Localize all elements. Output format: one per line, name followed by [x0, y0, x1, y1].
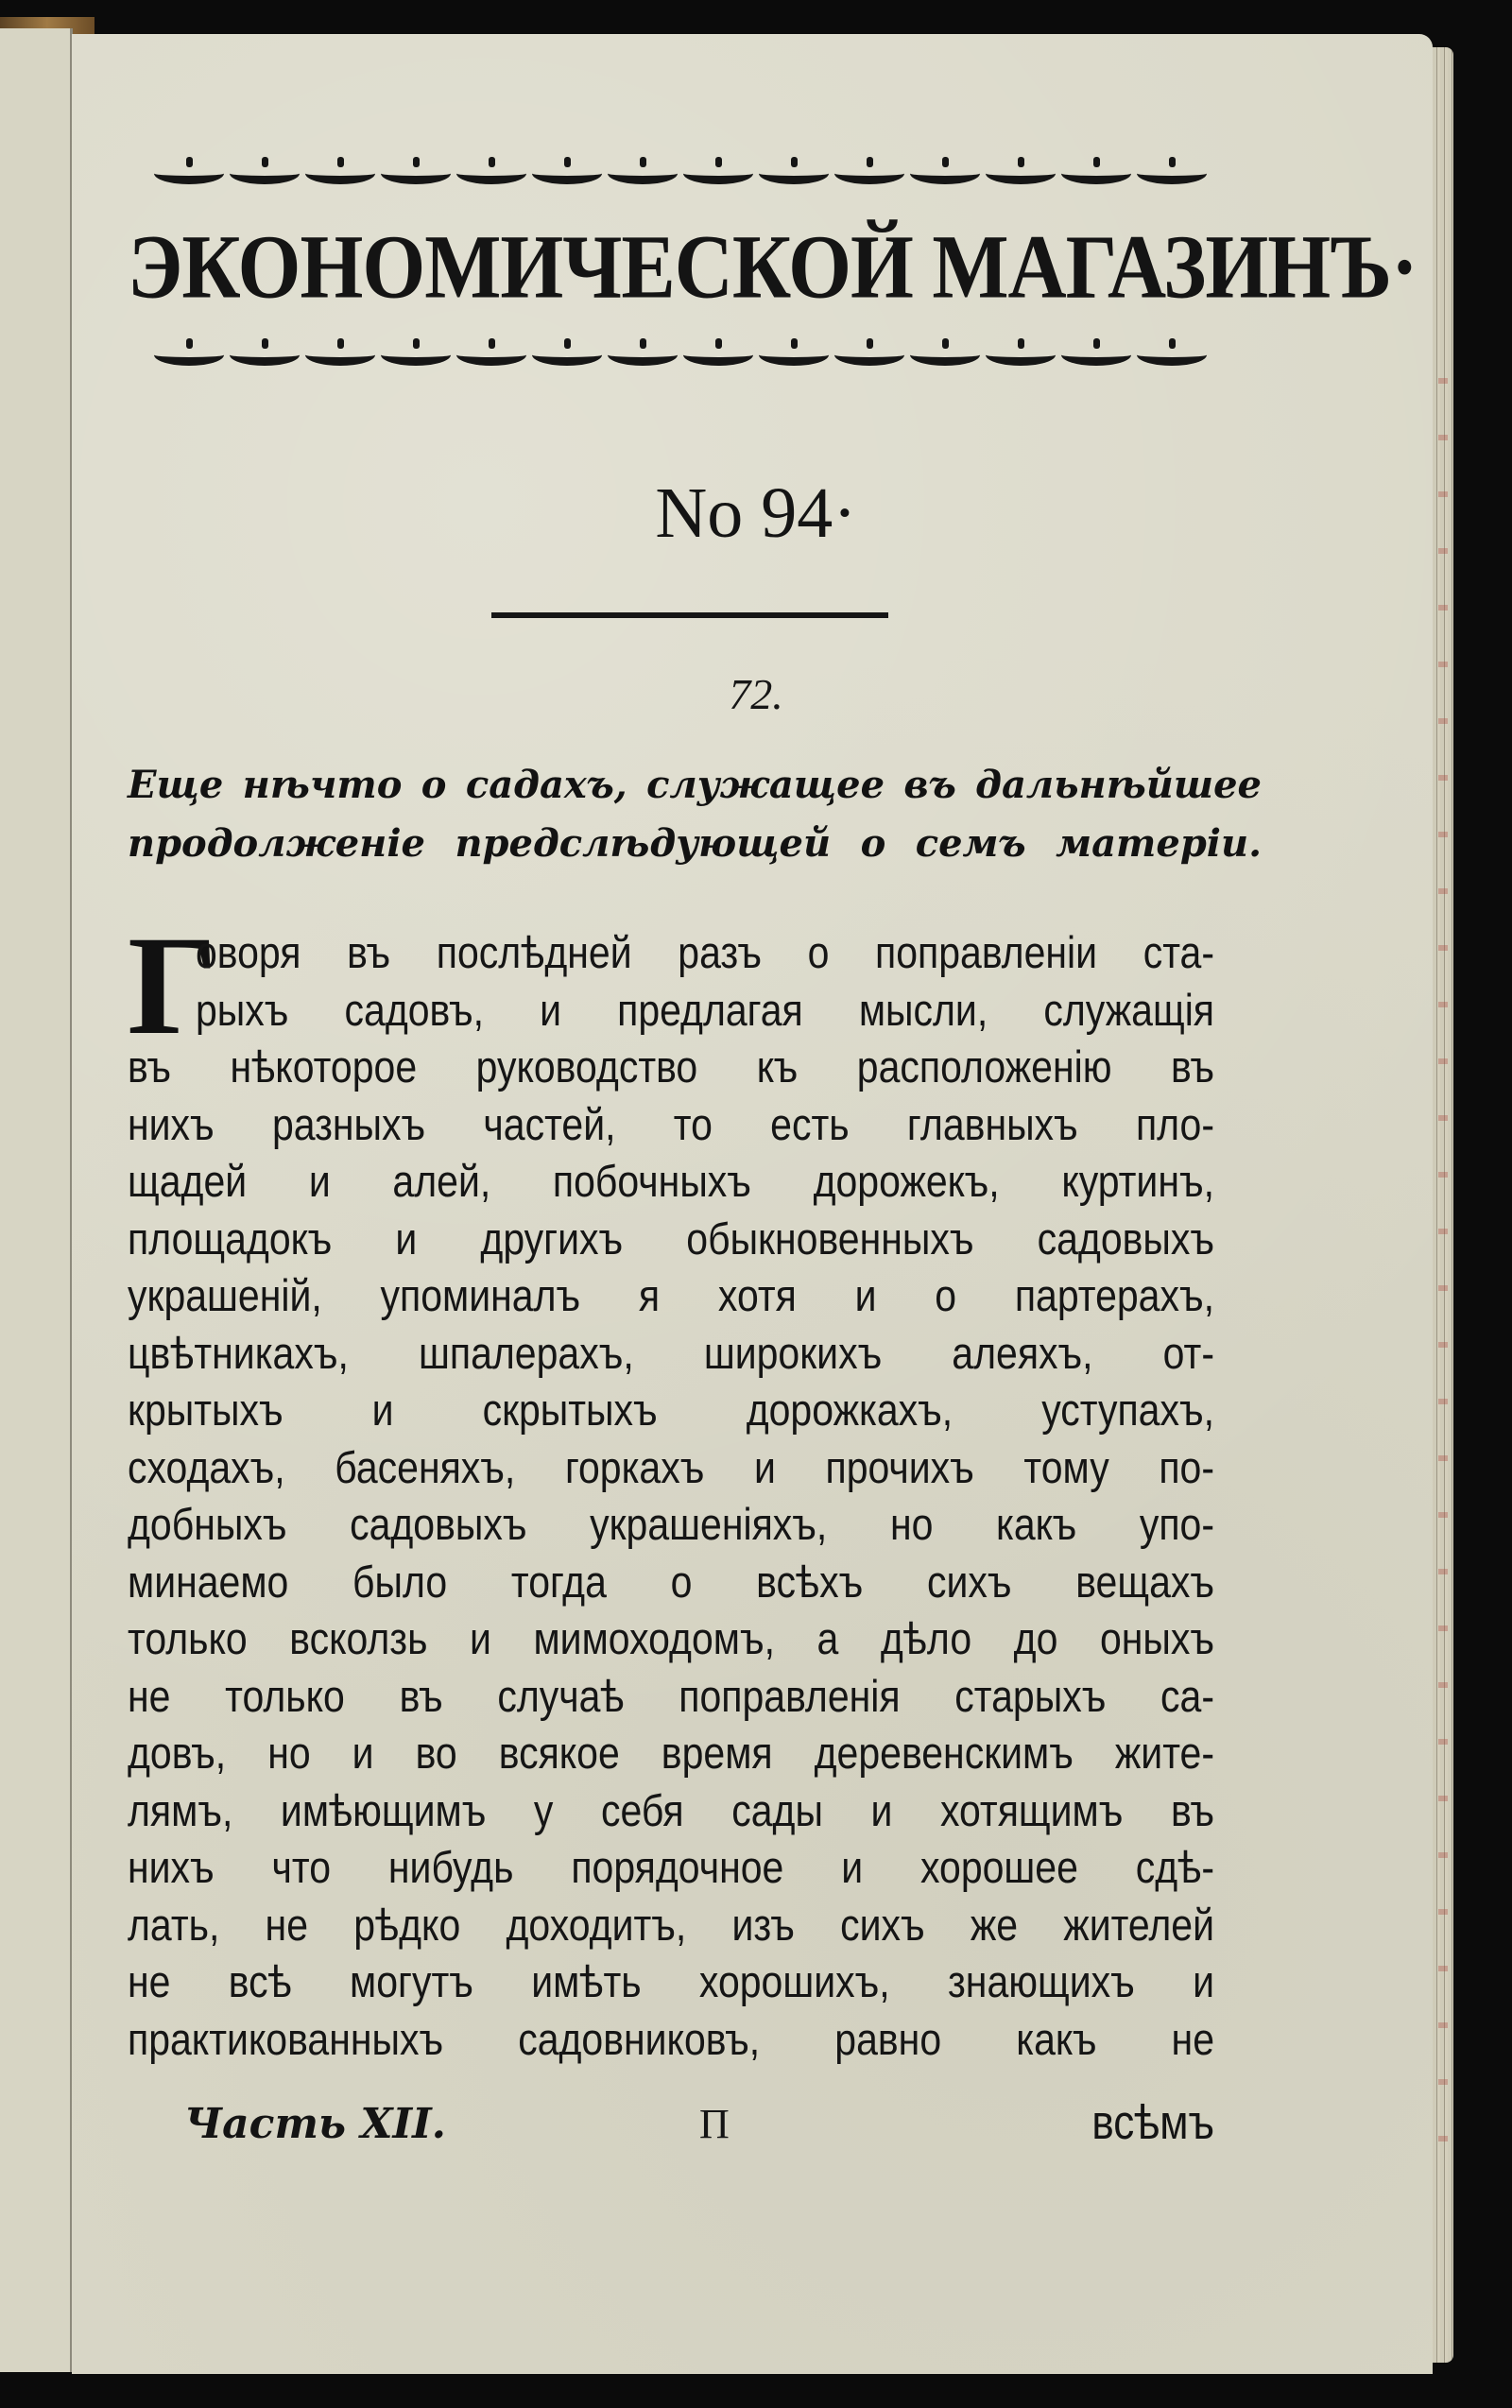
- body-line: крытыхъ и скрытыхъ дорожкахъ, уступахъ,: [128, 1385, 1214, 1436]
- body-line: сходахъ, басеняхъ, горкахъ и прочихъ тому по-: [128, 1442, 1214, 1492]
- horizontal-rule: [491, 612, 888, 618]
- body-line: лямъ, имѣющимъ у себя сады и хотящимъ въ: [128, 1785, 1214, 1835]
- facing-page-edge: [0, 28, 73, 2372]
- body-line: площадокъ и другихъ обыкновенныхъ садовыхъ: [128, 1213, 1214, 1264]
- issue-number: No 94·: [655, 473, 857, 553]
- body-line: не всѣ могутъ имѣть хорошихъ, знающихъ и: [128, 1956, 1214, 2007]
- bottom-ornament-border: [151, 342, 1210, 367]
- article-body: [128, 907, 1214, 2068]
- body-line: нихъ разныхъ частей, то есть главныхъ пло-: [128, 1099, 1214, 1149]
- red-edge-marks: [1438, 378, 1448, 2174]
- signature-mark: П: [699, 2101, 730, 2147]
- body-line: не только въ случаѣ поправленія старыхъ са-: [128, 1671, 1214, 1721]
- body-line: довъ, но и во всякое время деревенскимъ жите-: [128, 1728, 1214, 1779]
- magazine-title: ЭКОНОМИЧЕСКОЙ МАГАЗИНЪ·: [128, 215, 1418, 318]
- heading-line: Еще нѣчто о садахъ, служащее въ дальнѣйшее: [128, 763, 1262, 807]
- body-line: минаемо было тогда о всѣхъ сихъ вещахъ: [128, 1557, 1214, 1607]
- body-line: практикованныхъ садовниковъ, равно какъ не: [128, 2014, 1214, 2064]
- body-line: нихъ что нибудь порядочное и хорошее сдѣ-: [128, 1842, 1214, 1893]
- article-heading: [128, 756, 1262, 873]
- body-line: рыхъ садовъ, и предлагая мысли, служащія: [196, 985, 1214, 1035]
- drop-cap: Г: [128, 907, 218, 1064]
- body-line: оворя въ послѣдней разъ о поправленіи ста-: [196, 927, 1214, 978]
- body-line: въ нѣкоторое руководство къ расположенію въ: [128, 1041, 1214, 1092]
- body-line: цвѣтникахъ, шпалерахъ, широкихъ алеяхъ, от-: [128, 1328, 1214, 1378]
- body-line: украшеній, упоминалъ я хотя и о партерахъ,: [128, 1270, 1214, 1321]
- body-line: щадей и алей, побочныхъ дорожекъ, куртинъ,: [128, 1156, 1214, 1207]
- body-line: лать, не рѣдко доходитъ, изъ сихъ же жителей: [128, 1900, 1214, 1950]
- top-ornament-border: [151, 161, 1210, 185]
- body-line: только всколзь и мимоходомъ, а дѣло до оныхъ: [128, 1613, 1214, 1664]
- part-label: Часть XII.: [184, 2100, 446, 2148]
- heading-line: продолженіе предслѣдующей о семъ матеріи.: [128, 821, 1262, 866]
- article-number: 72.: [729, 670, 783, 718]
- catchword: всѣмъ: [1091, 2096, 1214, 2150]
- body-line: добныхъ садовыхъ украшеніяхъ, но какъ упо-: [128, 1499, 1214, 1550]
